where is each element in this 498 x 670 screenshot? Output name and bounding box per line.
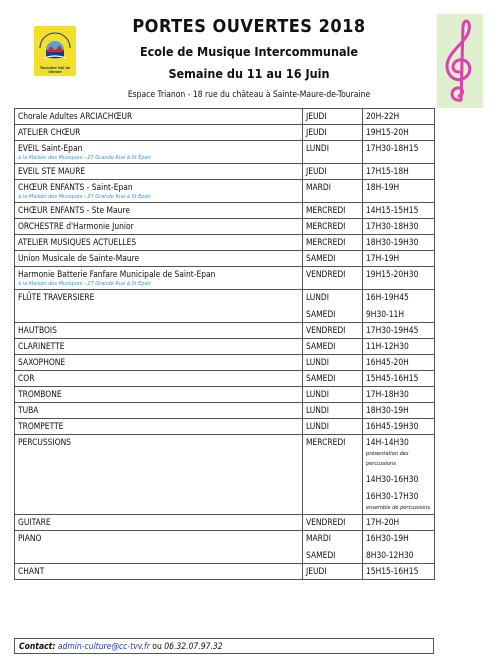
activity-cell: [15, 290, 303, 323]
week-dates: Semaine du 11 au 16 Juin: [168, 66, 330, 81]
time-cell: [363, 164, 435, 180]
day-cell: [303, 180, 363, 203]
page-title: PORTES OUVERTES 2018: [132, 16, 366, 37]
schedule-row: [15, 203, 435, 219]
time-cell: [363, 323, 435, 339]
schedule-row: [15, 251, 435, 267]
time-range: 17H30-19H45: [366, 325, 419, 335]
day-cell: [303, 203, 363, 219]
time-range: 18H30-19H: [366, 405, 409, 415]
activity-location-note: à la Maison des Musiques - 27 Grande Rue à St Epan: [18, 194, 151, 200]
activity-name: Harmonie Batterie Fanfare Municipale de Saint-Epan: [18, 269, 216, 279]
schedule-row: [15, 403, 435, 419]
day-label: MARDI: [306, 182, 331, 192]
logo-caption: Touraine Val de Vienne: [39, 66, 71, 74]
schedule-row: [15, 564, 435, 580]
time-cell: [363, 219, 435, 235]
day-label: LUNDI: [306, 143, 329, 153]
time-note: présentation des percussions: [366, 451, 409, 467]
time-range: 19H15-20H: [366, 127, 409, 137]
day-label: MERCREDI: [306, 437, 346, 447]
day-label: MERCREDI: [306, 221, 346, 231]
activity-cell: [15, 164, 303, 180]
activity-cell: [15, 251, 303, 267]
time-range: 16H45-19H30: [366, 421, 419, 431]
time-cell: [363, 339, 435, 355]
time-range: 14H-14H30: [366, 437, 409, 447]
schedule-row: [15, 290, 435, 323]
time-cell: [363, 564, 435, 580]
schedule-row: [15, 387, 435, 403]
day-label: SAMEDI: [306, 373, 336, 383]
schedule-row: [15, 180, 435, 203]
contact-email-link[interactable]: admin-culture@cc-tvv.fr: [57, 642, 150, 652]
activity-name: CHANT: [18, 566, 45, 576]
day-cell: [303, 355, 363, 371]
time-range: 16H30-17H30: [366, 491, 419, 501]
day-label: LUNDI: [306, 292, 329, 302]
day-cell: [303, 323, 363, 339]
day-cell: [303, 419, 363, 435]
schedule-row: [15, 515, 435, 531]
schedule-row: [15, 164, 435, 180]
time-range: 17H-18H30: [366, 389, 409, 399]
activity-name: CHŒUR ENFANTS - Ste Maure: [18, 205, 130, 215]
activity-name: GUITARE: [18, 517, 51, 527]
day-cell: [303, 371, 363, 387]
day-label: JEUDI: [306, 566, 327, 576]
activity-name: ATELIER MUSIQUES ACTUELLES: [18, 237, 137, 247]
activity-name: EVEIL STE MAURE: [18, 166, 86, 176]
activity-cell: [15, 323, 303, 339]
activity-name: COR: [18, 373, 35, 383]
day-label: SAMEDI: [306, 550, 336, 560]
time-range: 16H-19H45: [366, 292, 409, 302]
time-cell: [363, 371, 435, 387]
day-label: SAMEDI: [306, 341, 336, 351]
activity-cell: [15, 564, 303, 580]
time-range: 16H30-19H: [366, 533, 409, 543]
schedule-row: [15, 219, 435, 235]
schedule-row: [15, 339, 435, 355]
time-cell: [363, 387, 435, 403]
time-cell: [363, 125, 435, 141]
day-cell: [303, 141, 363, 164]
time-range: 17H-20H: [366, 517, 400, 527]
day-cell: [303, 531, 363, 564]
time-cell: [363, 267, 435, 290]
day-cell: [303, 564, 363, 580]
activity-name: FLÛTE TRAVERSIERE: [18, 292, 95, 302]
activity-name: TROMPETTE: [18, 421, 64, 431]
time-range: 8H30-12H30: [366, 550, 414, 560]
activity-cell: [15, 387, 303, 403]
activity-name: TUBA: [18, 405, 39, 415]
time-cell: [363, 290, 435, 323]
school-name: Ecole de Musique Intercommunale: [139, 44, 359, 59]
activity-cell: [15, 435, 303, 515]
schedule-row: [15, 109, 435, 125]
day-label: MARDI: [306, 533, 331, 543]
activity-cell: [15, 531, 303, 564]
activity-name: CHŒUR ENFANTS - Saint-Epan: [18, 182, 133, 192]
time-cell: [363, 403, 435, 419]
activity-cell: [15, 371, 303, 387]
time-range: 18H-19H: [366, 182, 400, 192]
time-cell: [363, 203, 435, 219]
activity-name: TROMBONE: [18, 389, 62, 399]
time-cell: [363, 531, 435, 564]
day-cell: [303, 219, 363, 235]
day-cell: [303, 251, 363, 267]
activity-name: EVEIL Saint-Epan: [18, 143, 83, 153]
activity-location-note: à la Maison des Musiques - 27 Grande Rue à St Epan: [18, 281, 151, 287]
day-cell: [303, 403, 363, 419]
day-label: LUNDI: [306, 421, 329, 431]
schedule-row: [15, 419, 435, 435]
activity-name: ORCHESTRE d'Harmonie Junior: [18, 221, 134, 231]
schedule-row: [15, 355, 435, 371]
day-label: JEUDI: [306, 166, 327, 176]
day-cell: [303, 435, 363, 515]
schedule-row: [15, 125, 435, 141]
contact-label: Contact:: [19, 642, 56, 652]
activity-name: SAXOPHONE: [18, 357, 66, 367]
activity-cell: [15, 219, 303, 235]
day-label: SAMEDI: [306, 309, 336, 319]
day-label: JEUDI: [306, 127, 327, 137]
time-cell: [363, 235, 435, 251]
time-range: 17H-19H: [366, 253, 400, 263]
activity-name: Union Musicale de Sainte-Maure: [18, 253, 140, 263]
day-cell: [303, 125, 363, 141]
contact-separator: ou: [152, 642, 162, 652]
time-range: 11H-12H30: [366, 341, 409, 351]
time-cell: [363, 109, 435, 125]
activity-name: HAUTBOIS: [18, 325, 57, 335]
schedule-row: [15, 235, 435, 251]
day-cell: [303, 235, 363, 251]
day-label: JEUDI: [306, 111, 327, 121]
time-note: ensemble de percussions: [366, 505, 430, 511]
schedule-row: [15, 435, 435, 515]
time-range: 16H45-20H: [366, 357, 409, 367]
venue-address: Espace Trianon - 18 rue du château à Sainte-Maure-de-Touraine: [127, 90, 371, 100]
time-range: 18H30-19H30: [366, 237, 419, 247]
contact-line: [14, 638, 434, 654]
schedule-table: [14, 108, 435, 580]
activity-cell: [15, 355, 303, 371]
activity-name: PIANO: [18, 533, 42, 543]
day-label: MERCREDI: [306, 237, 346, 247]
contact-phone: 06.32.07.97.32: [164, 642, 223, 652]
activity-cell: [15, 515, 303, 531]
schedule-row: [15, 371, 435, 387]
time-range: 14H30-16H30: [366, 474, 419, 484]
day-label: LUNDI: [306, 405, 329, 415]
schedule-row: [15, 531, 435, 564]
time-cell: [363, 355, 435, 371]
day-cell: [303, 290, 363, 323]
activity-name: CLARINETTE: [18, 341, 65, 351]
day-cell: [303, 267, 363, 290]
day-label: LUNDI: [306, 389, 329, 399]
activity-cell: [15, 235, 303, 251]
activity-name: ATELIER CHŒUR: [18, 127, 81, 137]
activity-cell: [15, 203, 303, 219]
time-cell: [363, 251, 435, 267]
schedule-row: [15, 141, 435, 164]
day-label: VENDREDI: [306, 325, 346, 335]
activity-location-note: à la Maison des Musiques - 27 Grande Rue à St Epan: [18, 155, 151, 161]
time-cell: [363, 435, 435, 515]
day-cell: [303, 164, 363, 180]
time-range: 17H30-18H30: [366, 221, 419, 231]
activity-cell: [15, 403, 303, 419]
activity-name: Chorale Adultes ARCIACHŒUR: [18, 111, 133, 121]
time-range: 15H15-16H15: [366, 566, 419, 576]
day-cell: [303, 109, 363, 125]
day-cell: [303, 515, 363, 531]
time-cell: [363, 141, 435, 164]
activity-name: PERCUSSIONS: [18, 437, 72, 447]
time-range: 14H15-15H15: [366, 205, 419, 215]
time-range: 20H-22H: [366, 111, 400, 121]
time-range: 19H15-20H30: [366, 269, 419, 279]
activity-cell: [15, 141, 303, 164]
day-cell: [303, 387, 363, 403]
activity-cell: [15, 339, 303, 355]
time-range: 15H45-16H15: [366, 373, 419, 383]
activity-cell: [15, 267, 303, 290]
time-range: 17H15-18H: [366, 166, 409, 176]
time-range: 9H30-11H: [366, 309, 405, 319]
time-range: 17H30-18H15: [366, 143, 419, 153]
time-cell: [363, 515, 435, 531]
day-label: LUNDI: [306, 357, 329, 367]
time-cell: [363, 180, 435, 203]
schedule-row: [15, 267, 435, 290]
time-cell: [363, 419, 435, 435]
day-cell: [303, 339, 363, 355]
activity-cell: [15, 109, 303, 125]
day-label: MERCREDI: [306, 205, 346, 215]
activity-cell: [15, 419, 303, 435]
day-label: VENDREDI: [306, 269, 346, 279]
schedule-row: [15, 323, 435, 339]
activity-cell: [15, 180, 303, 203]
day-label: SAMEDI: [306, 253, 336, 263]
activity-cell: [15, 125, 303, 141]
day-label: VENDREDI: [306, 517, 346, 527]
